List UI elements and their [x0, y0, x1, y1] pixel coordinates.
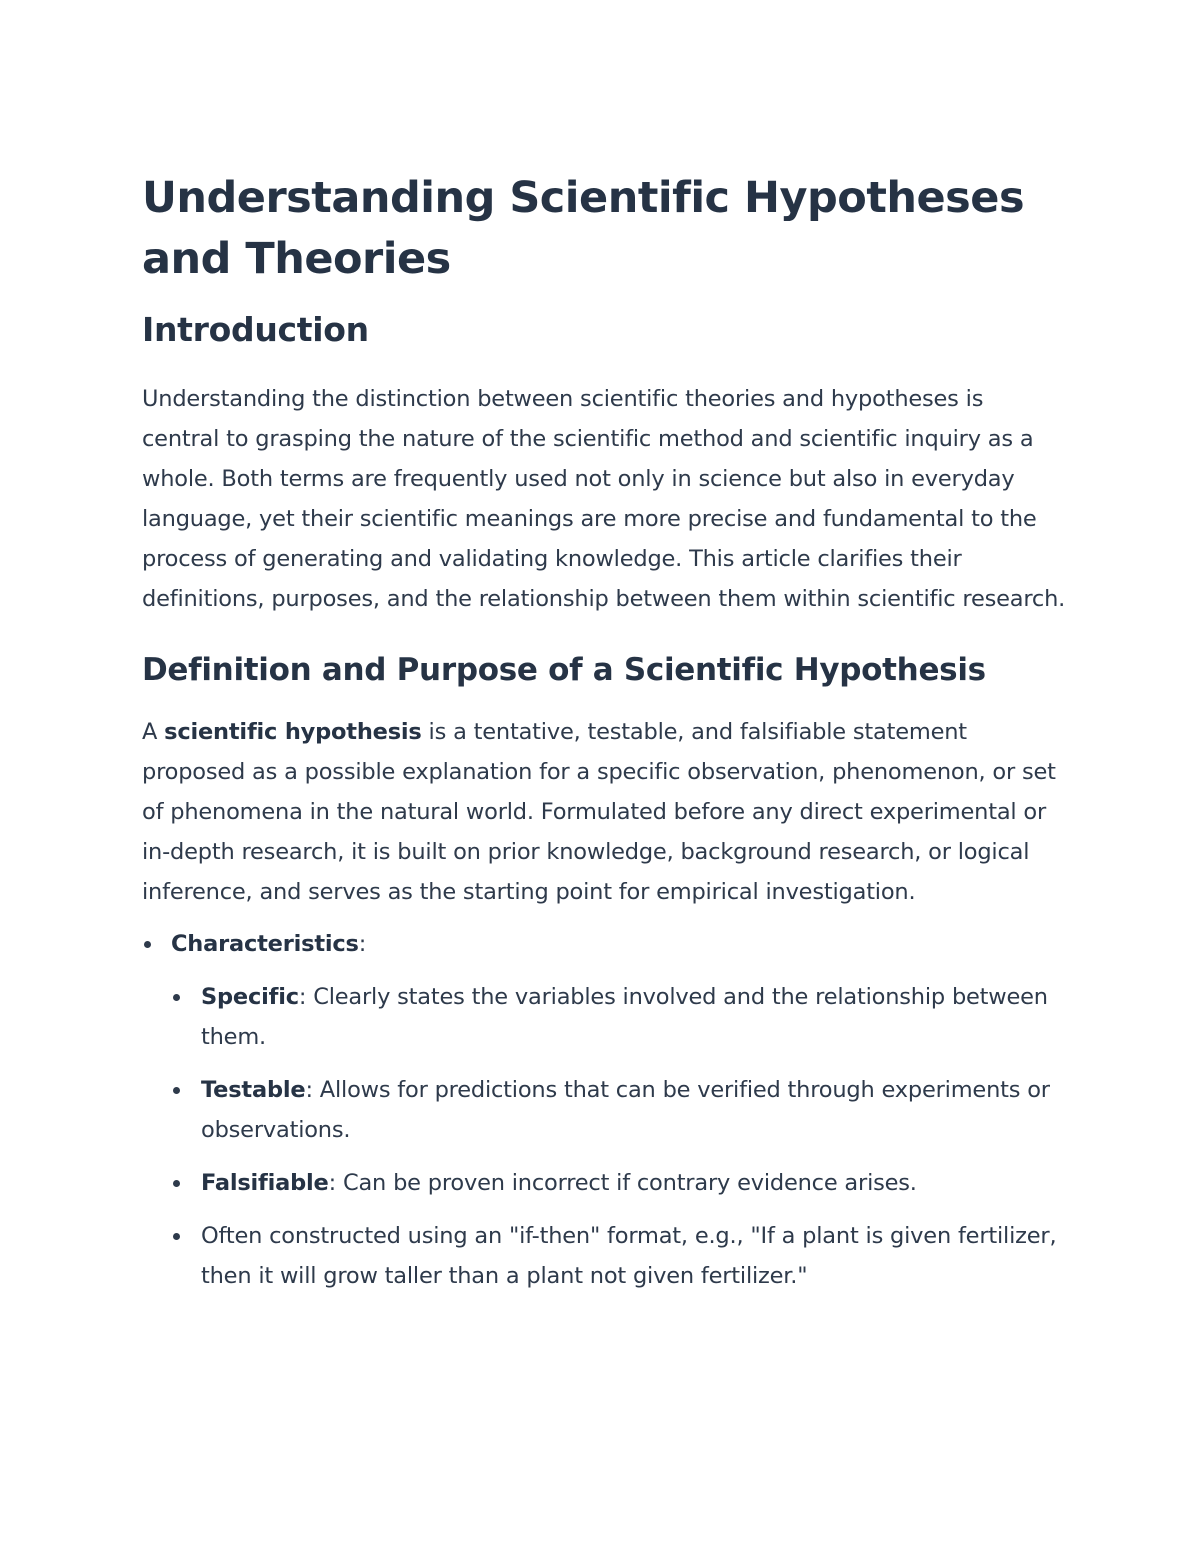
list-item — [171, 977, 1067, 1057]
bullet-icon — [173, 1087, 180, 1094]
document-page — [142, 168, 1067, 1309]
para-rest: is a tentative, testable, and falsifiable statement proposed as a possible explanation for a specific observation, phenomenon, or set of phenomena in the natural world. Formulated before any direct experimental or in-depth research, it is built on prior knowledge, background research, or logical inference, and serves as the starting point for empirical investigation. — [142, 719, 1056, 905]
item-term: Falsifiable — [201, 1170, 329, 1196]
list-item — [171, 1216, 1067, 1296]
list-item — [171, 1070, 1067, 1150]
bullet-icon — [173, 1180, 180, 1187]
list-item-characteristics — [142, 924, 1067, 1296]
list-item — [171, 1163, 1067, 1203]
introduction-heading: Introduction — [142, 310, 369, 349]
characteristics-sublist — [171, 977, 1067, 1296]
hypothesis-term: scientific hypothesis — [164, 719, 422, 745]
introduction-paragraph: Understanding the distinction between scientific theories and hypotheses is central to grasping the nature of the scientific method and scientific inquiry as a whole. Both terms are frequently used not only in science but also in everyday language, yet their scientific meanings are more precise and fundamental to the process of generating and validating knowledge. This article clarifies their definitions, purposes, and the relationship between them within scientific research. — [142, 386, 1066, 612]
item-term: Testable — [201, 1077, 306, 1103]
item-text: : Allows for predictions that can be verified through experiments or observations. — [201, 1077, 1050, 1143]
characteristics-colon: : — [358, 931, 367, 957]
bullet-icon — [173, 1233, 180, 1240]
hypothesis-definition-paragraph — [142, 712, 1067, 912]
page-title: Understanding Scientific Hypotheses and Theories — [142, 173, 1025, 284]
characteristics-list — [142, 924, 1067, 1296]
item-text: Often constructed using an "if-then" format, e.g., "If a plant is given fertilizer, then it will grow taller than a plant not given fertilizer." — [201, 1223, 1057, 1289]
para-prefix: A — [142, 719, 165, 745]
bullet-icon — [144, 941, 151, 948]
bullet-icon — [173, 994, 180, 1001]
item-text: : Can be proven incorrect if contrary evidence arises. — [328, 1170, 917, 1196]
item-term: Specific — [201, 984, 299, 1010]
characteristics-label: Characteristics — [171, 931, 359, 957]
hypothesis-definition-heading: Definition and Purpose of a Scientific Hypothesis — [142, 652, 986, 688]
item-text: : Clearly states the variables involved and the relationship between them. — [201, 984, 1048, 1050]
